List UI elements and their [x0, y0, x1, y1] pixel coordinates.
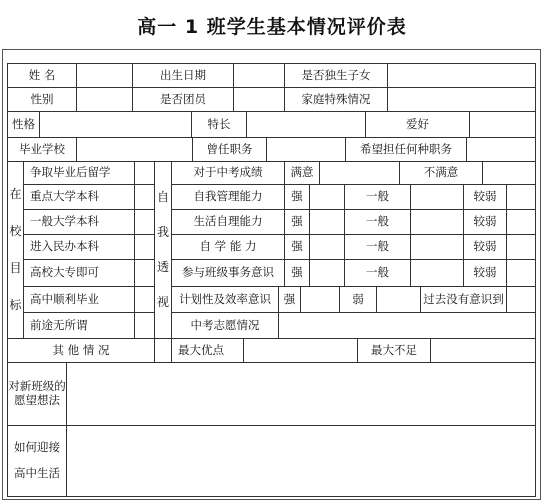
label-exam-feel: 对于中考成绩 — [171, 161, 285, 185]
self-side-label — [154, 161, 172, 339]
label-plan: 计划性及效率意识 — [171, 286, 279, 313]
ability-weak: 较弱 — [463, 259, 507, 287]
field-only-child[interactable] — [387, 63, 536, 88]
field-family[interactable] — [387, 87, 536, 112]
ability-label: 生活自理能力 — [171, 209, 285, 235]
field-league[interactable] — [233, 87, 285, 112]
plan-unaware: 过去没有意识到 — [420, 286, 507, 313]
ability-weak-check[interactable] — [506, 184, 536, 210]
label-exam-choice: 中考志愿情况 — [171, 312, 279, 339]
ability-weak: 较弱 — [463, 234, 507, 260]
goal-option: 高校大专即可 — [23, 259, 135, 287]
goal-option: 前途无所谓 — [23, 312, 135, 339]
field-school[interactable] — [76, 137, 193, 162]
goal-side-char: 目 — [9, 261, 22, 276]
plan-weak: 弱 — [339, 286, 377, 313]
field-best[interactable] — [243, 338, 358, 363]
field-birth[interactable] — [233, 63, 285, 88]
field-hobby[interactable] — [469, 111, 536, 138]
field-gender[interactable] — [76, 87, 133, 112]
goal-option: 进入民办本科 — [23, 234, 135, 260]
field-wish-post[interactable] — [466, 137, 536, 162]
label-class-wish — [7, 362, 67, 426]
label-gender: 性别 — [7, 87, 77, 112]
class-wish-line: 对新班级的 — [8, 379, 66, 394]
goal-check[interactable] — [134, 259, 155, 287]
goal-check[interactable] — [134, 286, 155, 313]
ability-strong: 强 — [284, 259, 310, 287]
ability-average: 一般 — [344, 184, 411, 210]
label-worst: 最大不足 — [357, 338, 431, 363]
label-wish-post: 希望担任何种职务 — [345, 137, 467, 162]
ability-average: 一般 — [344, 259, 411, 287]
label-other: 其 他 情 况 — [7, 338, 155, 363]
label-highschool — [7, 425, 67, 497]
form-title: 高一 1 班学生基本情况评价表 — [137, 16, 407, 38]
field-character[interactable] — [39, 111, 192, 138]
label-character: 性格 — [7, 111, 40, 138]
goal-option: 高中顺利毕业 — [23, 286, 135, 313]
label-former-post: 曾任职务 — [192, 137, 267, 162]
highschool-line: 如何迎接 — [14, 440, 60, 455]
ability-strong-check[interactable] — [309, 259, 345, 287]
goal-side-char: 在 — [9, 187, 22, 202]
label-school: 毕业学校 — [7, 137, 77, 162]
ability-average-check[interactable] — [410, 184, 464, 210]
highschool-line: 高中生活 — [14, 466, 60, 480]
ability-weak-check[interactable] — [506, 209, 536, 235]
field-worst[interactable] — [430, 338, 536, 363]
option-unsatisfied: 不满意 — [399, 161, 483, 185]
self-side-char: 视 — [156, 295, 169, 310]
label-hobby: 爱好 — [365, 111, 470, 138]
goal-check[interactable] — [134, 312, 155, 339]
ability-label: 自 学 能 力 — [171, 234, 285, 260]
label-name: 姓 名 — [7, 63, 77, 88]
field-specialty[interactable] — [246, 111, 366, 138]
goal-option: 一般大学本科 — [23, 209, 135, 235]
goal-side-char: 校 — [9, 224, 22, 239]
ability-label: 自我管理能力 — [171, 184, 285, 210]
ability-average-check[interactable] — [410, 259, 464, 287]
ability-average-check[interactable] — [410, 209, 464, 235]
field-name[interactable] — [76, 63, 133, 88]
ability-weak-check[interactable] — [506, 259, 536, 287]
label-family: 家庭特殊情况 — [284, 87, 388, 112]
goal-check[interactable] — [134, 234, 155, 260]
goal-side-char: 标 — [9, 298, 22, 313]
ability-strong: 强 — [284, 234, 310, 260]
self-side-char: 自 — [156, 190, 169, 205]
ability-strong: 强 — [284, 184, 310, 210]
check-unsatisfied[interactable] — [482, 161, 536, 185]
goal-option: 重点大学本科 — [23, 184, 135, 210]
label-league: 是否团员 — [132, 87, 234, 112]
option-satisfied: 满意 — [284, 161, 320, 185]
ability-average: 一般 — [344, 209, 411, 235]
ability-strong-check[interactable] — [309, 234, 345, 260]
ability-average-check[interactable] — [410, 234, 464, 260]
self-side-char: 我 — [156, 225, 169, 240]
field-highschool[interactable] — [66, 425, 536, 497]
goal-option: 争取毕业后留学 — [23, 161, 135, 185]
plan-strong: 强 — [278, 286, 301, 313]
label-birth: 出生日期 — [132, 63, 234, 88]
check-satisfied[interactable] — [319, 161, 400, 185]
label-specialty: 特长 — [191, 111, 247, 138]
self-side-char: 透 — [156, 260, 169, 275]
ability-strong-check[interactable] — [309, 184, 345, 210]
ability-weak-check[interactable] — [506, 234, 536, 260]
field-former-post[interactable] — [266, 137, 346, 162]
plan-unaware-check[interactable] — [506, 286, 536, 313]
plan-weak-check[interactable] — [376, 286, 421, 313]
field-exam-choice[interactable] — [278, 312, 536, 339]
ability-strong: 强 — [284, 209, 310, 235]
ability-strong-check[interactable] — [309, 209, 345, 235]
class-wish-line: 愿望想法 — [14, 393, 60, 407]
goal-check[interactable] — [134, 161, 155, 185]
label-only-child: 是否独生子女 — [284, 63, 388, 88]
label-best: 最大优点 — [171, 338, 244, 363]
other-gap — [154, 338, 172, 363]
field-class-wish[interactable] — [66, 362, 536, 426]
ability-weak: 较弱 — [463, 184, 507, 210]
goal-side-label — [7, 161, 24, 339]
goal-check[interactable] — [134, 184, 155, 210]
ability-label: 参与班级事务意识 — [171, 259, 285, 287]
ability-weak: 较弱 — [463, 209, 507, 235]
ability-average: 一般 — [344, 234, 411, 260]
plan-strong-check[interactable] — [300, 286, 340, 313]
goal-check[interactable] — [134, 209, 155, 235]
